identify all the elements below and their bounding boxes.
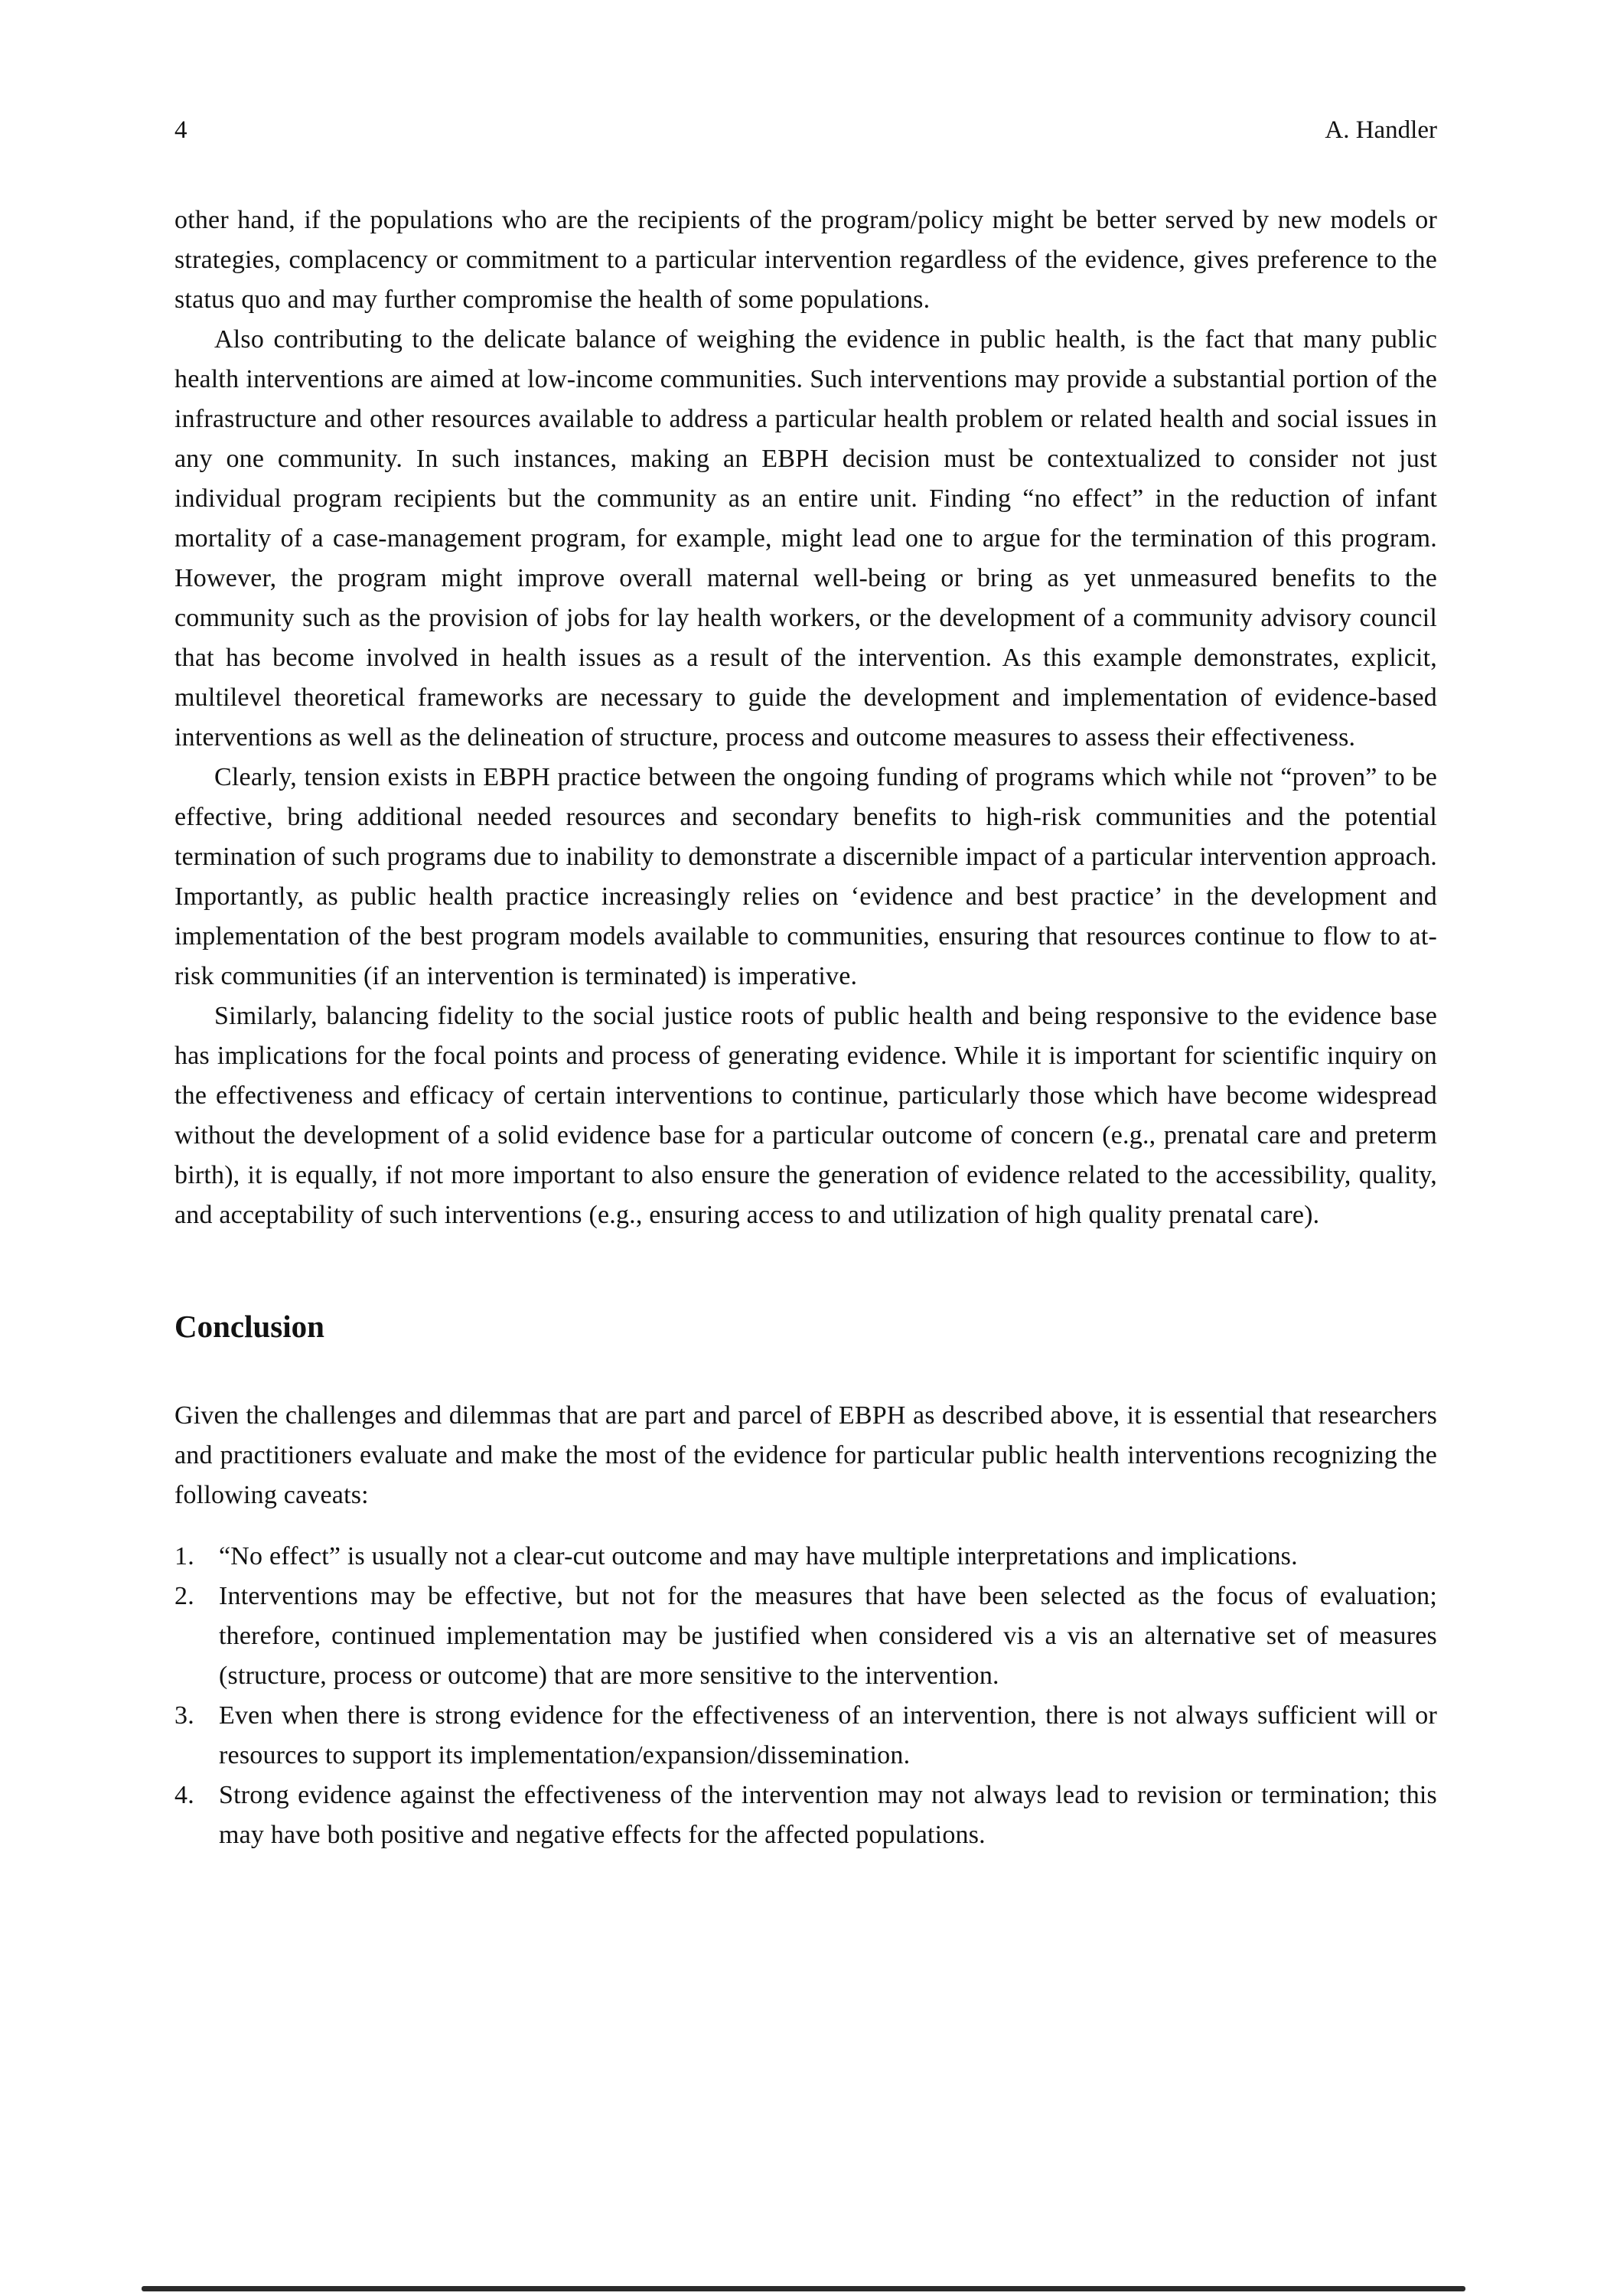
list-item xyxy=(174,1776,1437,1855)
page-number: 4 xyxy=(174,116,187,144)
caveat-numbered-list xyxy=(174,1537,1437,1855)
list-item xyxy=(174,1696,1437,1776)
list-item-text: Interventions may be effective, but not for the measures that have been selected as the focus of evaluation; therefore, continued implementation may be justified when considered vis a vis an alternative set of measures (structure, process or outcome) that are more sensitive to the intervention. xyxy=(219,1582,1437,1690)
list-item-text: “No effect” is usually not a clear-cut outcome and may have multiple interpretations and implications. xyxy=(219,1542,1298,1570)
list-item xyxy=(174,1537,1437,1577)
list-item xyxy=(174,1577,1437,1696)
running-header xyxy=(174,115,1437,145)
list-item-text: Strong evidence against the effectiveness of the intervention may not always lead to revision or termination; this may have both positive and negative effects for the affected populations. xyxy=(219,1781,1437,1849)
paragraph: other hand, if the populations who are the recipients of the program/policy might be better served by new models or strategies, complacency or commitment to a particular intervention regardless of the evidence, gives preference to the status quo and may further compromise the health of some populations. xyxy=(174,206,1437,314)
list-item-number: 4. xyxy=(174,1781,194,1809)
list-item-number: 1. xyxy=(174,1542,194,1570)
paragraph: Also contributing to the delicate balance of weighing the evidence in public health, is the fact that many public health interventions are aimed at low-income communities. Such interventions may provide a substantial portion of the infrastructure and other resources available to address a particular health problem or related health and social issues in any one community. In such instances, making an EBPH decision must be contextualized to consider not just individual program recipients but the community as an entire unit. Finding “no effect” in the reduction of infant mortality of a case-management program, for example, might lead one to argue for the termination of this program. However, the program might improve overall maternal well-being or bring as yet unmeasured benefits to the community such as the provision of jobs for lay health workers, or the development of a community advisory council that has become involved in health issues as a result of the intervention. As this example demonstrates, explicit, multilevel theoretical frameworks are necessary to guide the development and implementation of evidence-based interventions as well as the delineation of structure, process and outcome measures to assess their effectiveness. xyxy=(174,325,1437,752)
list-item-text: Even when there is strong evidence for the effectiveness of an intervention, there is not always sufficient will or resources to support its implementation/expansion/dissemination. xyxy=(219,1701,1437,1769)
body-text xyxy=(174,201,1437,1235)
list-item-number: 3. xyxy=(174,1701,194,1730)
list-item-number: 2. xyxy=(174,1582,194,1610)
paragraph: Similarly, balancing fidelity to the social justice roots of public health and being responsive to the evidence base has implications for the focal points and process of generating evidence. While it is important for scientific inquiry on the effectiveness and efficacy of certain interventions to continue, particularly those which have become widespread without the development of a solid evidence base for a particular outcome of concern (e.g., prenatal care and preterm birth), it is equally, if not more important to also ensure the generation of evidence related to the accessibility, quality, and acceptability of such interventions (e.g., ensuring access to and utilization of high quality prenatal care). xyxy=(174,1002,1437,1229)
conclusion-intro-paragraph: Given the challenges and dilemmas that are part and parcel of EBPH as described above, it is essential that researchers and practitioners evaluate and make the most of the evidence for particular public health interventions recognizing the following caveats: xyxy=(174,1401,1437,1509)
section-heading-conclusion: Conclusion xyxy=(174,1309,324,1344)
scan-edge-artifact xyxy=(142,2286,1465,2291)
running-head-author: A. Handler xyxy=(1325,116,1437,144)
paragraph: Clearly, tension exists in EBPH practice between the ongoing funding of programs which while not “proven” to be effective, bring additional needed resources and secondary benefits to high-risk communities and the potential termination of such programs due to inability to demonstrate a discernible impact of a particular intervention approach. Importantly, as public health practice increasingly relies on ‘evidence and best practice’ in the development and implementation of the best program models available to communities, ensuring that resources continue to flow to at-risk communities (if an intervention is terminated) is imperative. xyxy=(174,763,1437,990)
